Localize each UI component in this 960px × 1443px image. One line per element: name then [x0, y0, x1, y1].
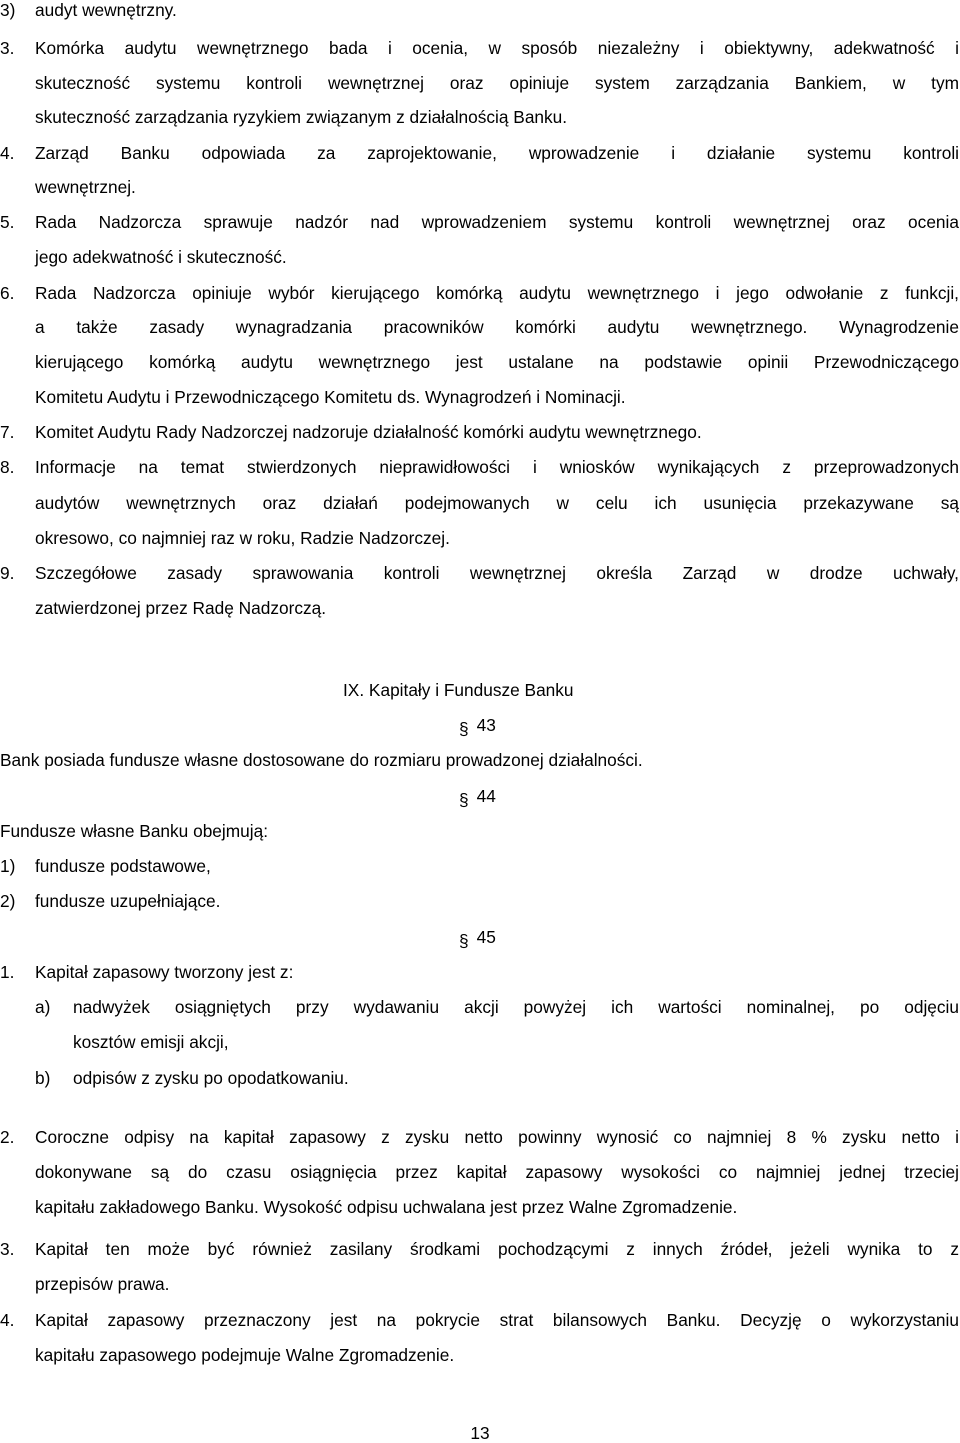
paragraph-line: skuteczność zarządzania ryzykiem związanym z działalnością Banku. [35, 107, 568, 127]
paragraph-number: 7. [0, 422, 15, 442]
sub-item-line: nadwyżek osiągniętych przy wydawaniu akcji powyżej ich wartości nominalnej, po odjęciu [73, 997, 959, 1017]
paragraph-line: a także zasady wynagradzania pracowników komórki audytu wewnętrznego. Wynagrodzenie [35, 317, 959, 337]
paragraph-line: Kapitał zapasowy tworzony jest z: [35, 962, 294, 982]
paragraph-number: 1. [0, 962, 15, 982]
paragraph-line: przepisów prawa. [35, 1274, 170, 1294]
paragraph-line: Informacje na temat stwierdzonych nieprawidłowości i wniosków wynikających z przeprowadzonych [35, 457, 959, 477]
paragraph-number: 5. [0, 212, 15, 232]
paragraph-line: Kapitał ten może być również zasilany środkami pochodzącymi z innych źródeł, jeżeli wynika to z [35, 1239, 959, 1259]
paragraph-number: 6. [0, 283, 15, 303]
paragraph-line: Rada Nadzorcza opiniuje wybór kierującego komórką audytu wewnętrznego i jego odwołanie z funkcji, [35, 283, 959, 303]
paragraph-line: Kapitał zapasowy przeznaczony jest na pokrycie strat bilansowych Banku. Decyzję o wykorzystaniu [35, 1310, 959, 1330]
paragraph-number: 3. [0, 1239, 15, 1259]
paragraph-heading-number: 43 [476, 715, 496, 735]
sub-item-letter: b) [35, 1068, 51, 1088]
list-item-text: fundusze podstawowe, [35, 856, 211, 876]
paragraph-line: kapitału zapasowego podejmuje Walne Zgromadzenie. [35, 1345, 455, 1365]
paragraph-heading [459, 786, 496, 810]
sub-item-line: odpisów z zysku po opodatkowaniu. [73, 1068, 349, 1088]
paragraph-line: Szczegółowe zasady sprawowania kontroli wewnętrznej określa Zarząd w drodze uchwały, [35, 563, 959, 583]
paragraph-line: audytów wewnętrznych oraz działań podejmowanych w celu ich usunięcia przekazywane są [35, 493, 959, 513]
paragraph-number: 9. [0, 563, 15, 583]
paragraph-line: Komitet Audytu Rady Nadzorczej nadzoruje działalność komórki audytu wewnętrznego. [35, 422, 702, 442]
chapter-title: IX. Kapitały i Fundusze Banku [343, 680, 574, 700]
paragraph-number: 2. [0, 1127, 15, 1147]
paragraph-line: zatwierdzonej przez Radę Nadzorczą. [35, 598, 327, 618]
paragraph-line: skuteczność systemu kontroli wewnętrznej oraz opiniuje system zarządzania Bankiem, w tym [35, 73, 959, 93]
paragraph-number: 3. [0, 38, 15, 58]
paragraph-number: 4. [0, 143, 15, 163]
item-text: audyt wewnętrzny. [35, 0, 177, 20]
paragraph-text: Bank posiada fundusze własne dostosowane do rozmiaru prowadzonej działalności. [0, 750, 643, 770]
paragraph-heading [459, 715, 496, 739]
paragraph-line: kierującego komórką audytu wewnętrznego jest ustalane na podstawie opinii Przewodniczącego [35, 352, 959, 372]
paragraph-line: kapitału zakładowego Banku. Wysokość odpisu uchwalana jest przez Walne Zgromadzenie. [35, 1197, 738, 1217]
paragraph-number: 4. [0, 1310, 15, 1330]
paragraph-line: Komórka audytu wewnętrznego bada i ocenia, w sposób niezależny i obiektywny, adekwatność i [35, 38, 959, 58]
paragraph-line: Zarząd Banku odpowiada za zaprojektowanie, wprowadzenie i działanie systemu kontroli [35, 143, 959, 163]
paragraph-line: okresowo, co najmniej raz w roku, Radzie Nadzorczej. [35, 528, 450, 548]
paragraph-line: jego adekwatność i skuteczność. [35, 247, 287, 267]
section-sign-icon: § [459, 719, 469, 739]
section-sign-icon: § [459, 790, 469, 810]
item-number: 3) [0, 0, 16, 20]
paragraph-line: wewnętrznej. [35, 177, 136, 197]
paragraph-line: Rada Nadzorcza sprawuje nadzór nad wprowadzeniem systemu kontroli wewnętrznej oraz ocenia [35, 212, 959, 232]
section-sign-icon: § [459, 931, 469, 951]
paragraph-heading-number: 45 [476, 927, 496, 947]
paragraph-number: 8. [0, 457, 15, 477]
list-item-number: 1) [0, 856, 16, 876]
paragraph-text: Fundusze własne Banku obejmują: [0, 821, 269, 841]
page-number: 13 [470, 1423, 490, 1443]
paragraph-heading [459, 927, 496, 951]
paragraph-heading-number: 44 [476, 786, 496, 806]
paragraph-line: dokonywane są do czasu osiągnięcia przez kapitał zapasowy wysokości co najmniej jednej trzeciej [35, 1162, 959, 1182]
paragraph-line: Coroczne odpisy na kapitał zapasowy z zysku netto powinny wynosić co najmniej 8 % zysku netto i [35, 1127, 959, 1147]
list-item-number: 2) [0, 891, 16, 911]
paragraph-line: Komitetu Audytu i Przewodniczącego Komitetu ds. Wynagrodzeń i Nominacji. [35, 387, 626, 407]
sub-item-line: kosztów emisji akcji, [73, 1032, 229, 1052]
sub-item-letter: a) [35, 997, 51, 1017]
list-item-text: fundusze uzupełniające. [35, 891, 221, 911]
